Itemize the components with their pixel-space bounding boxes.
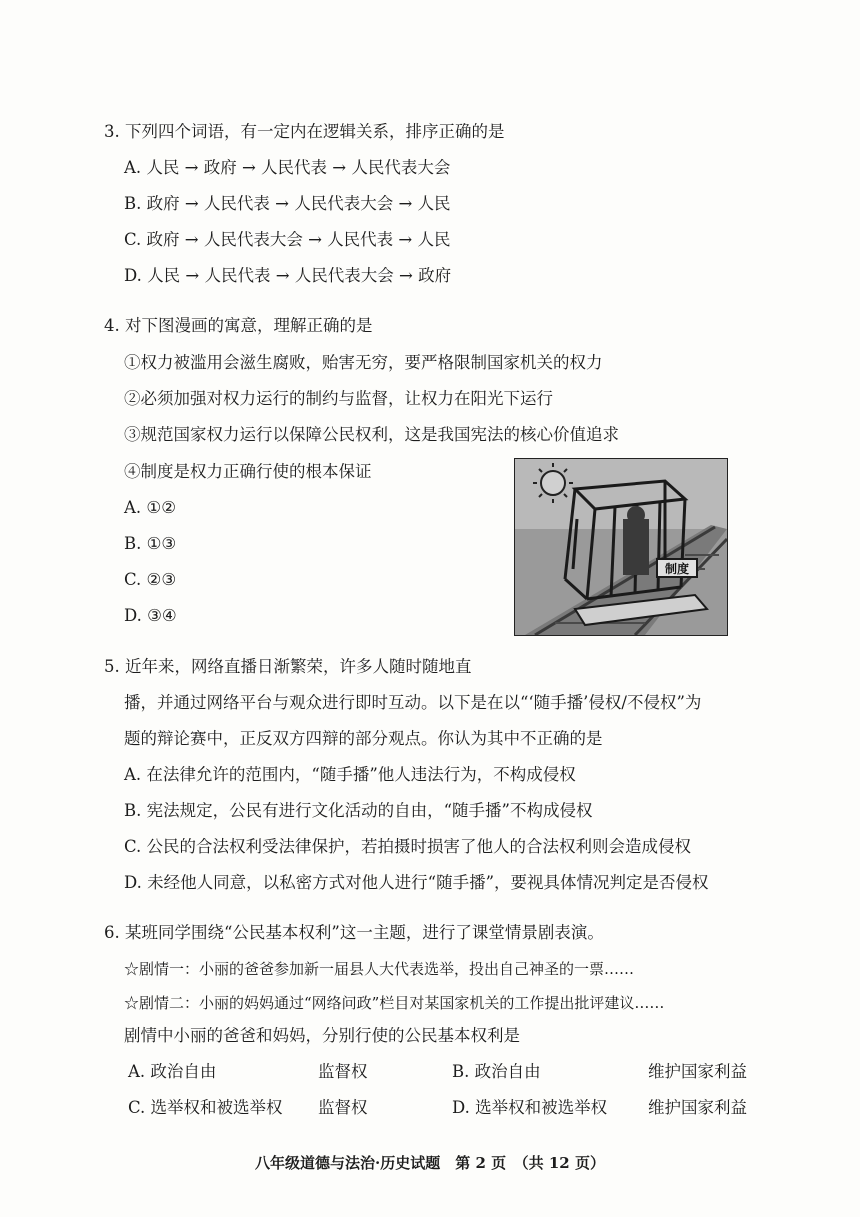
q5-stem-line-1: 5. 近年来，网络直播日渐繁荣，许多人随时随地直 [104, 657, 472, 676]
q3-option-c: C. 政府 → 人民代表大会 → 人民代表 → 人民 [124, 230, 451, 249]
q4-statement-2: ②必须加强对权力运行的制约与监督，让权力在阳光下运行 [124, 389, 553, 408]
q3-option-d: D. 人民 → 人民代表 → 人民代表大会 → 政府 [124, 266, 452, 285]
q4-statement-4: ④制度是权力正确行使的根本保证 [124, 462, 372, 481]
cartoon-label: 制度 [664, 562, 690, 576]
q5-stem-line-3: 题的辩论赛中，正反双方四辩的部分观点。你认为其中不正确的是 [124, 729, 603, 748]
q5-option-a: A. 在法律允许的范围内，“随手播”他人违法行为，不构成侵权 [124, 765, 576, 784]
q6-scene-1: ☆剧情一：小丽的爸爸参加新一届县人大代表选举，投出自己神圣的一票…… [124, 960, 635, 978]
q6-option-a-second: 监督权 [318, 1062, 368, 1081]
q6-option-b-second: 维护国家利益 [648, 1062, 747, 1081]
q6-option-a-first: A. 政治自由 [128, 1062, 217, 1081]
q3-option-b: B. 政府 → 人民代表 → 人民代表大会 → 人民 [124, 194, 451, 213]
q4-option-a: A. ①② [124, 498, 176, 517]
q3-option-a: A. 人民 → 政府 → 人民代表 → 人民代表大会 [124, 158, 451, 177]
page-footer: 八年级道德与法治·历史试题 第 2 页 （共 12 页） [255, 1154, 605, 1172]
q4-stem: 4. 对下图漫画的寓意，理解正确的是 [104, 316, 373, 335]
q4-option-b: B. ①③ [124, 534, 177, 553]
q5-stem-line-2: 播，并通过网络平台与观众进行即时互动。以下是在以“‘随手播’侵权/不侵权”为 [124, 693, 702, 712]
q3-stem: 3. 下列四个词语，有一定内在逻辑关系，排序正确的是 [104, 122, 505, 141]
cartoon-cage-image [514, 458, 728, 636]
q6-option-c-first: C. 选举权和被选举权 [128, 1098, 283, 1117]
q4-statement-3: ③规范国家权力运行以保障公民权利，这是我国宪法的核心价值追求 [124, 425, 619, 444]
q6-option-b-first: B. 政治自由 [452, 1062, 541, 1081]
q4-option-d: D. ③④ [124, 606, 177, 625]
q6-scene-2: ☆剧情二：小丽的妈妈通过“网络问政”栏目对某国家机关的工作提出批评建议…… [124, 994, 665, 1012]
q5-option-c: C. 公民的合法权利受法律保护，若拍摄时损害了他人的合法权利则会造成侵权 [124, 837, 692, 856]
q5-option-b: B. 宪法规定，公民有进行文化活动的自由，“随手播”不构成侵权 [124, 801, 593, 820]
q6-stem: 6. 某班同学围绕“公民基本权利”这一主题，进行了课堂情景剧表演。 [104, 923, 604, 942]
q6-option-d-second: 维护国家利益 [648, 1098, 747, 1117]
q6-option-d-first: D. 选举权和被选举权 [452, 1098, 608, 1117]
q4-statement-1: ①权力被滥用会滋生腐败，贻害无穷，要严格限制国家机关的权力 [124, 353, 603, 372]
q4-option-c: C. ②③ [124, 570, 177, 589]
q5-option-d: D. 未经他人同意，以私密方式对他人进行“随手播”，要视具体情况判定是否侵权 [124, 873, 709, 892]
q6-question: 剧情中小丽的爸爸和妈妈，分别行使的公民基本权利是 [124, 1026, 520, 1045]
q6-option-c-second: 监督权 [318, 1098, 368, 1117]
